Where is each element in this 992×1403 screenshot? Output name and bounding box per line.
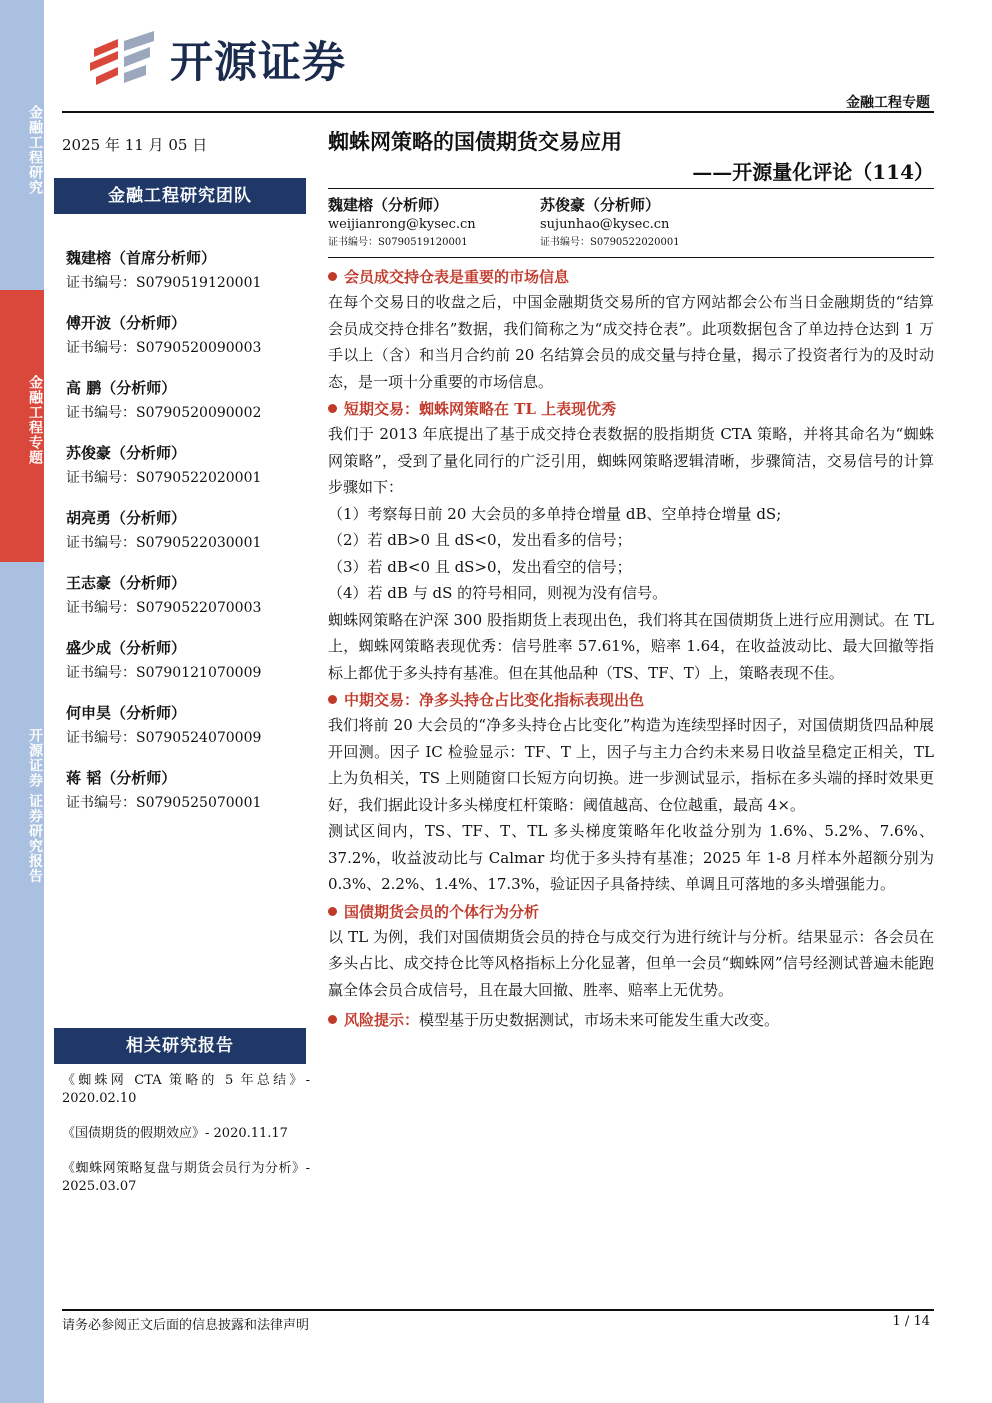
author-cert: 证书编号：S0790519120001 (328, 237, 468, 248)
page-number: 1 / 14 (892, 1314, 930, 1329)
analyst-name: 魏建榕（首席分析师） (66, 249, 217, 267)
brand-logo (88, 28, 346, 90)
footer-disclaimer: 请务必参阅正文后面的信息披露和法律声明 (62, 1318, 310, 1333)
signal-step: （2）若 dB>0 且 dS<0，发出看多的信号； (328, 531, 632, 549)
author-block (328, 195, 934, 257)
analyst-cert: 证书编号：S0790522070003 (66, 600, 262, 616)
analyst-name: 高 鹏（分析师） (66, 379, 177, 397)
bullet-dot-icon (328, 1015, 337, 1024)
section-paragraph: 我们于 2013 年底提出了基于成交持仓表数据的股指期货 CTA 策略，并将其命名为“蜘蛛网策略”，受到了量化同行的广泛引用，蜘蛛网策略逻辑清晰，步骤简洁，交易信号的计算步骤如下： (328, 425, 934, 496)
report-date: 2025 年 11 月 05 日 (62, 136, 208, 154)
section-paragraph: 蜘蛛网策略在沪深 300 股指期货上表现出色，我们将其在国债期货上进行应用测试。在 TL 上，蜘蛛网策略表现优秀：信号胜率 57.61%，赔率 1.64，在收益波动比、最大回撤等指标上都优于多头持有基准。但在其他品种（TS、TF、T）上，策略表现不佳。 (328, 610, 934, 682)
footer-divider (62, 1309, 934, 1311)
risk-text: 模型基于历史数据测试，市场未来可能发生重大改变。 (419, 1011, 780, 1029)
analyst-item (66, 508, 306, 573)
section-paragraph: 测试区间内，TS、TF、T、TL 多头梯度策略年化收益分别为 1.6%、5.2%、7.6%、37.2%，收益波动比与 Calmar 均优于多头持有基准；2025 年 1-8 月样本外超额分别为 0.3%、2.2%、1.4%、17.3%，验证因子具备持续、单调且可落地的多头增强能力。 (328, 822, 934, 893)
analyst-cert: 证书编号：S0790525070001 (66, 795, 262, 811)
risk-warning (328, 1007, 934, 1033)
analyst-name: 胡亮勇（分析师） (66, 509, 187, 527)
author-item (540, 195, 752, 257)
analyst-list (66, 248, 306, 833)
bullet-dot-icon (328, 907, 337, 916)
related-reports-list (62, 1072, 310, 1213)
side-strip (0, 0, 44, 1403)
bullet-dot-icon (328, 695, 337, 704)
author-item (328, 195, 540, 257)
section-paragraph: 在每个交易日的收盘之后，中国金融期货交易所的官方网站都会公布当日金融期货的“结算会员成交持仓排名”数据，我们简称之为“成交持仓表”。此项数据包含了单边持仓达到 1 万手以上（含）和当月合约前 20 名结算会员的成交量与持仓量，揭示了投资者行为的及时动态，是一项十分重要的市场信息。 (328, 293, 934, 391)
analyst-name: 盛少成（分析师） (66, 639, 187, 657)
authors-top-divider (328, 188, 934, 189)
authors-bottom-divider (328, 257, 934, 258)
analyst-item (66, 703, 306, 768)
analyst-cert: 证书编号：S0790121070009 (66, 665, 262, 681)
team-title: 金融工程研究团队 (54, 178, 306, 214)
analyst-name: 傅开波（分析师） (66, 314, 187, 332)
analyst-cert: 证书编号：S0790519120001 (66, 275, 262, 291)
analyst-item (66, 313, 306, 378)
side-label-research: 金融工程研究 (27, 105, 43, 195)
signal-step: （1）考察每日前 20 大会员的多单持仓增量 dB、空单持仓增量 dS; (328, 504, 782, 523)
analyst-name: 王志豪（分析师） (66, 574, 187, 592)
signal-step: （4）若 dB 与 dS 的符号相同，则视为没有信号。 (328, 584, 668, 602)
bullet-dot-icon (328, 404, 337, 413)
related-report-link[interactable]: 《国债期货的假期效应》- 2020.11.17 (62, 1126, 288, 1141)
side-label-topic: 金融工程专题 (27, 375, 43, 465)
section-heading: 会员成交持仓表是重要的市场信息 (328, 266, 934, 289)
section-heading: 短期交易：蜘蛛网策略在 TL 上表现优秀 (328, 398, 934, 421)
analyst-item (66, 768, 306, 833)
analyst-name: 何申昊（分析师） (66, 704, 187, 722)
author-cert: 证书编号：S0790522020001 (540, 237, 680, 248)
analyst-cert: 证书编号：S0790522030001 (66, 535, 262, 551)
analyst-name: 苏俊豪（分析师） (66, 444, 187, 462)
signal-step: （3）若 dB<0 且 dS>0，发出看空的信号； (328, 557, 632, 576)
related-report-link[interactable]: 《蜘蛛网策略复盘与期货会员行为分析》- 2025.03.07 (62, 1161, 310, 1194)
bullet-dot-icon (328, 272, 337, 281)
section-paragraph: 以 TL 为例，我们对国债期货会员的持仓与成交行为进行统计与分析。结果显示：各会员在多头占比、成交持仓比等风格指标上分化显著，但单一会员“蜘蛛网”信号经测试普遍未能跑赢全体会员合成信号，且在最大回撤、胜率、赔率上无优势。 (328, 927, 934, 999)
risk-label: 风险提示： (344, 1011, 420, 1029)
analyst-cert: 证书编号：S0790520090003 (66, 340, 262, 356)
report-subtitle: ——开源量化评论（114） (692, 160, 934, 184)
author-name: 苏俊豪（分析师） (540, 196, 661, 214)
analyst-cert: 证书编号：S0790520090002 (66, 405, 262, 421)
related-report-link[interactable]: 《蜘蛛网 CTA 策略的 5 年总结》- 2020.02.10 (62, 1073, 310, 1106)
author-email[interactable]: weijianrong@kysec.cn (328, 217, 476, 232)
analyst-cert: 证书编号：S0790524070009 (66, 730, 262, 746)
section-paragraph: 我们将前 20 大会员的“净多头持仓占比变化”构造为连续型择时因子，对国债期货四品种展开回测。因子 IC 检验显示：TF、T 上，因子与主力合约未来易日收益呈稳定正相关，TL 上为负相关，TS 上则随窗口长短方向切换。进一步测试显示，指标在多头端的择时效果更好，我们据此设计多头梯度杠杆策略：阈值越高、仓位越重，最高 4×。 (328, 716, 934, 814)
author-name: 魏建榕（分析师） (328, 196, 449, 214)
report-title: 蜘蛛网策略的国债期货交易应用 (328, 129, 622, 154)
analyst-item (66, 443, 306, 508)
section-heading: 中期交易：净多头持仓占比变化指标表现出色 (328, 689, 934, 712)
author-email[interactable]: sujunhao@kysec.cn (540, 217, 670, 232)
header-divider (62, 111, 934, 113)
side-label-report: 开源证券 证券研究报告 (27, 728, 43, 884)
analyst-item (66, 573, 306, 638)
brand-name: 开源证券 (170, 37, 346, 88)
analyst-name: 蒋 韬（分析师） (66, 769, 177, 787)
logo-mark-icon (88, 31, 156, 87)
main-content (328, 126, 934, 1033)
section-heading: 国债期货会员的个体行为分析 (328, 901, 934, 924)
analyst-item (66, 638, 306, 703)
analyst-cert: 证书编号：S0790522020001 (66, 470, 262, 486)
report-category: 金融工程专题 (846, 95, 930, 111)
analyst-item (66, 248, 306, 313)
analyst-item (66, 378, 306, 443)
related-reports-title: 相关研究报告 (54, 1028, 306, 1064)
